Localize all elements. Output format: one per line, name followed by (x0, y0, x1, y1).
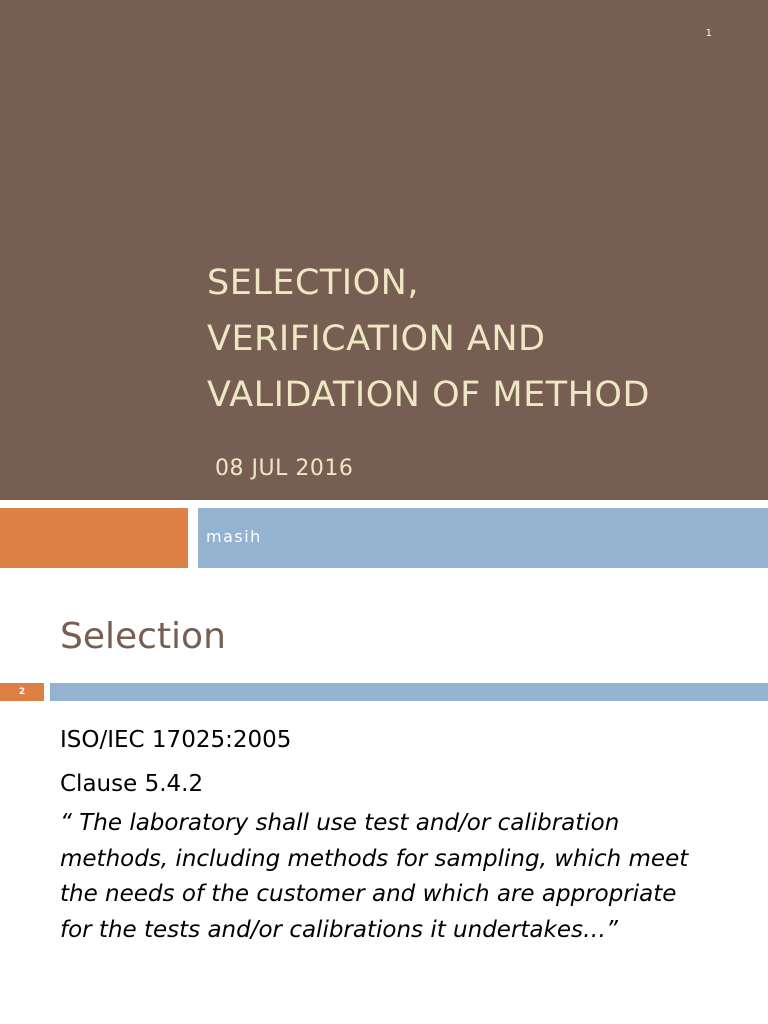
quote-line: “ The laboratory shall use test and/or calibration (60, 810, 620, 836)
quote-line: the needs of the customer and which are appropriate (60, 881, 677, 907)
slide-number: 2 (0, 683, 44, 701)
slide-date: 08 JUL 2016 (215, 456, 354, 481)
slide-title: Selection (60, 616, 226, 657)
slide-body (60, 718, 760, 948)
title-background (0, 0, 768, 500)
accent-orange-block (0, 508, 188, 568)
slide-author: masih (206, 527, 262, 546)
accent-blue-block (198, 508, 768, 568)
standard-reference: ISO/IEC 17025:2005 (60, 727, 292, 753)
slide-2 (0, 578, 768, 1024)
clause-reference: Clause 5.4.2 (60, 771, 204, 797)
slide-number: 1 (705, 28, 712, 39)
quote-line: for the tests and/or calibrations it undertakes…” (60, 916, 618, 943)
accent-blue-bar (50, 683, 768, 701)
clause-quote (60, 806, 760, 948)
quote-line: methods, including methods for sampling, which meet (60, 845, 689, 872)
slide-title: SELECTION, VERIFICATION AND VALIDATION OF METHOD (207, 263, 650, 415)
